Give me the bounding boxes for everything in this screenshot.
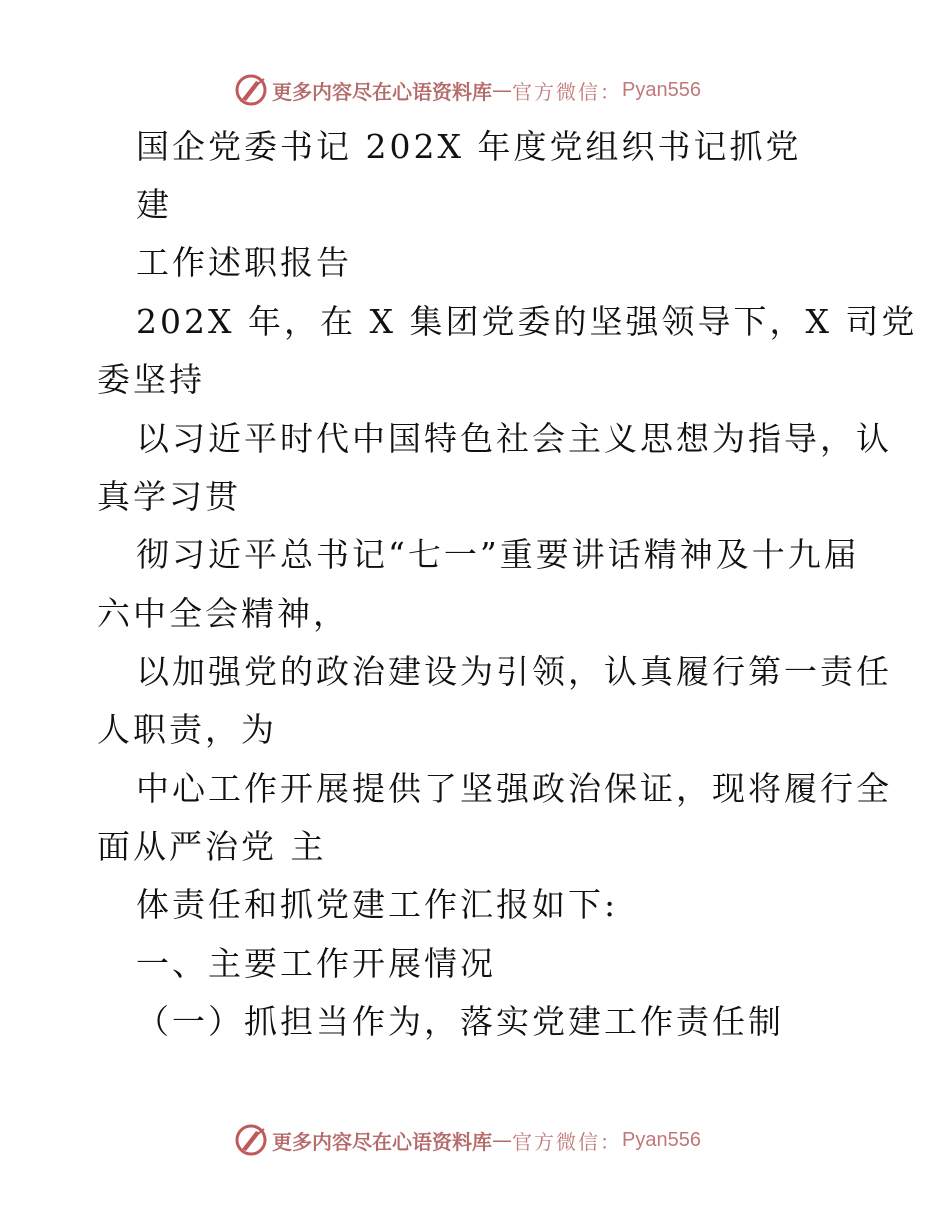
watermark-brand: 更多内容尽在心语资料库: [272, 1129, 492, 1154]
watermark-wechat-id: Pyan556: [622, 78, 701, 101]
watermark-wechat-id: Pyan556: [622, 1128, 701, 1151]
watermark-banner-top: [234, 70, 701, 110]
doc-paragraph-line: 面从严治党 主: [97, 827, 327, 866]
doc-paragraph-line: 中心工作开展提供了坚强政治保证，现将履行全: [136, 769, 892, 808]
doc-paragraph-line: 彻习近平总书记“七一”重要讲话精神及十九届: [136, 535, 860, 574]
doc-title-line-3: 工作述职报告: [136, 243, 352, 282]
doc-paragraph-line: 六中全会精神，: [97, 594, 349, 633]
watermark-brand: 更多内容尽在心语资料库: [272, 79, 492, 104]
watermark-banner-bottom: [234, 1120, 701, 1160]
watermark-dash: —: [492, 1128, 512, 1152]
feather-pen-circle-icon: [234, 73, 268, 107]
feather-pen-circle-icon: [234, 1123, 268, 1157]
doc-paragraph-line: 真学习贯: [97, 477, 241, 516]
doc-paragraph-line: 以习近平时代中国特色社会主义思想为指导，认: [136, 419, 892, 458]
doc-paragraph-line: 体责任和抓党建工作汇报如下:: [136, 885, 619, 924]
watermark-wechat-label: 官方微信：: [512, 79, 622, 104]
doc-title-line-2: 建: [136, 185, 172, 224]
watermark-wechat-label: 官方微信：: [512, 1129, 622, 1154]
doc-paragraph-line: 以加强党的政治建设为引领，认真履行第一责任: [136, 652, 892, 691]
doc-subsection-heading: （一）抓担当作为，落实党建工作责任制: [136, 1002, 784, 1041]
doc-paragraph-line: 202X 年，在 X 集团党委的坚强领导下，X 司党: [136, 302, 918, 341]
doc-paragraph-line: 委坚持: [97, 360, 205, 399]
watermark-dash: —: [492, 78, 512, 102]
doc-paragraph-line: 人职责，为: [97, 710, 277, 749]
doc-section-heading: 一、主要工作开展情况: [136, 944, 496, 983]
doc-title-line-1: 国企党委书记 202X 年度党组织书记抓党: [136, 127, 802, 166]
